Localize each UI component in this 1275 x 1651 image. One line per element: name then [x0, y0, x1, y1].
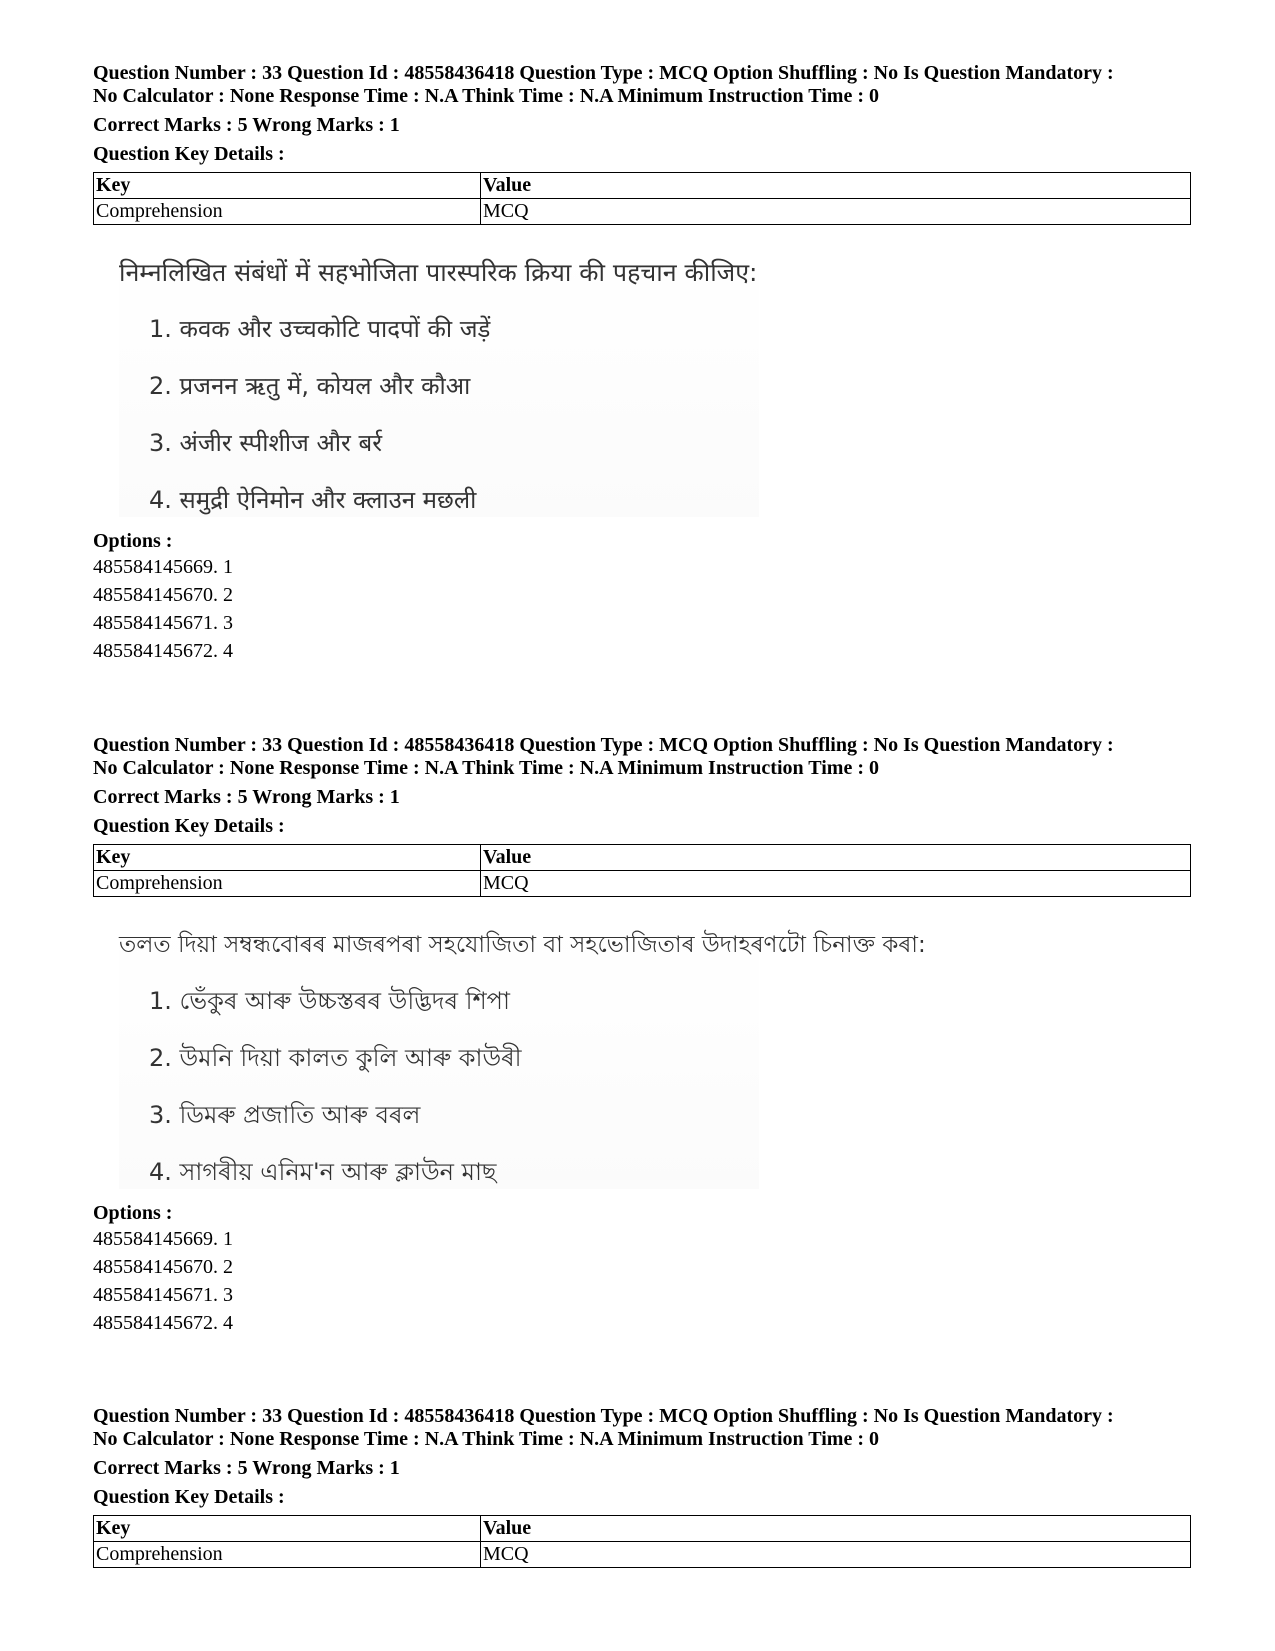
- key-details-table: [93, 172, 1191, 225]
- question-stem: তলত দিয়া সম্বন্ধবোৰৰ মাজৰপৰা সহযোজিতা বা সহভোজিতাৰ উদাহৰণটো চিনাক্ত কৰা:: [119, 932, 926, 958]
- key-details-table: [93, 1515, 1191, 1568]
- table-cell-value: MCQ: [481, 1542, 1191, 1568]
- table-header-row: [94, 845, 1191, 871]
- table-header-key: Key: [94, 173, 481, 199]
- key-details-label: Question Key Details :: [93, 1486, 285, 1508]
- question-header-line-2: No Calculator : None Response Time : N.A Think Time : N.A Minimum Instruction Time : 0: [93, 85, 879, 107]
- option-item-3: 485584145671. 3: [93, 612, 233, 634]
- question-item-1: 1. ভেঁকুৰ আৰু উচ্চস্তৰৰ উদ্ভিদৰ শিপা: [149, 987, 510, 1015]
- option-item-3: 485584145671. 3: [93, 1284, 233, 1306]
- question-header-line-2: No Calculator : None Response Time : N.A Think Time : N.A Minimum Instruction Time : 0: [93, 1428, 879, 1450]
- marks-line: Correct Marks : 5 Wrong Marks : 1: [93, 114, 400, 136]
- question-block-2: [93, 734, 1193, 1337]
- option-item-1: 485584145669. 1: [93, 1228, 233, 1250]
- question-image: [119, 247, 759, 517]
- key-details-label: Question Key Details :: [93, 143, 285, 165]
- options-label: Options :: [93, 530, 173, 552]
- table-cell-key: Comprehension: [94, 1542, 481, 1568]
- option-item-2: 485584145670. 2: [93, 584, 233, 606]
- table-header-value: Value: [481, 845, 1191, 871]
- table-cell-key: Comprehension: [94, 199, 481, 225]
- table-header-key: Key: [94, 845, 481, 871]
- question-header-line-1: Question Number : 33 Question Id : 48558436418 Question Type : MCQ Option Shuffling : No Is Question Mandatory :: [93, 62, 1114, 84]
- table-header-row: [94, 1516, 1191, 1542]
- table-cell-value: MCQ: [481, 871, 1191, 897]
- table-header-key: Key: [94, 1516, 481, 1542]
- key-details-table: [93, 844, 1191, 897]
- table-header-value: Value: [481, 1516, 1191, 1542]
- question-item-2: 2. উমনি দিয়া কালত কুলি আৰু কাউৰী: [149, 1044, 522, 1072]
- table-row: [94, 1542, 1191, 1568]
- table-header-row: [94, 173, 1191, 199]
- marks-line: Correct Marks : 5 Wrong Marks : 1: [93, 1457, 400, 1479]
- option-item-1: 485584145669. 1: [93, 556, 233, 578]
- table-header-value: Value: [481, 173, 1191, 199]
- table-cell-value: MCQ: [481, 199, 1191, 225]
- question-block-1: [93, 62, 1193, 665]
- key-details-label: Question Key Details :: [93, 815, 285, 837]
- question-item-4: 4. সাগৰীয় এনিম'ন আৰু ক্লাউন মাছ: [149, 1158, 497, 1186]
- question-header-line-1: Question Number : 33 Question Id : 48558436418 Question Type : MCQ Option Shuffling : No Is Question Mandatory :: [93, 734, 1114, 756]
- question-block-3: [93, 1405, 1193, 1568]
- question-item-3: 3. ডিমৰু প্ৰজাতি আৰু বৰল: [149, 1101, 421, 1129]
- question-item-4: 4. समुद्री ऐनिमोन और क्लाउन मछली: [149, 486, 477, 514]
- question-image: [119, 919, 926, 1189]
- question-item-2: 2. प्रजनन ऋतु में, कोयल और कौआ: [149, 372, 471, 400]
- option-item-2: 485584145670. 2: [93, 1256, 233, 1278]
- question-stem: निम्नलिखित संबंधों में सहभोजिता पारस्परिक क्रिया की पहचान कीजिए:: [119, 258, 758, 287]
- table-row: [94, 199, 1191, 225]
- marks-line: Correct Marks : 5 Wrong Marks : 1: [93, 786, 400, 808]
- table-row: [94, 871, 1191, 897]
- table-cell-key: Comprehension: [94, 871, 481, 897]
- question-item-1: 1. कवक और उच्चकोटि पादपों की जड़ें: [149, 315, 491, 343]
- question-header-line-2: No Calculator : None Response Time : N.A Think Time : N.A Minimum Instruction Time : 0: [93, 757, 879, 779]
- option-item-4: 485584145672. 4: [93, 640, 233, 662]
- options-label: Options :: [93, 1202, 173, 1224]
- question-item-3: 3. अंजीर स्पीशीज और बर्र: [149, 429, 383, 457]
- option-item-4: 485584145672. 4: [93, 1312, 233, 1334]
- question-header-line-1: Question Number : 33 Question Id : 48558436418 Question Type : MCQ Option Shuffling : No Is Question Mandatory :: [93, 1405, 1114, 1427]
